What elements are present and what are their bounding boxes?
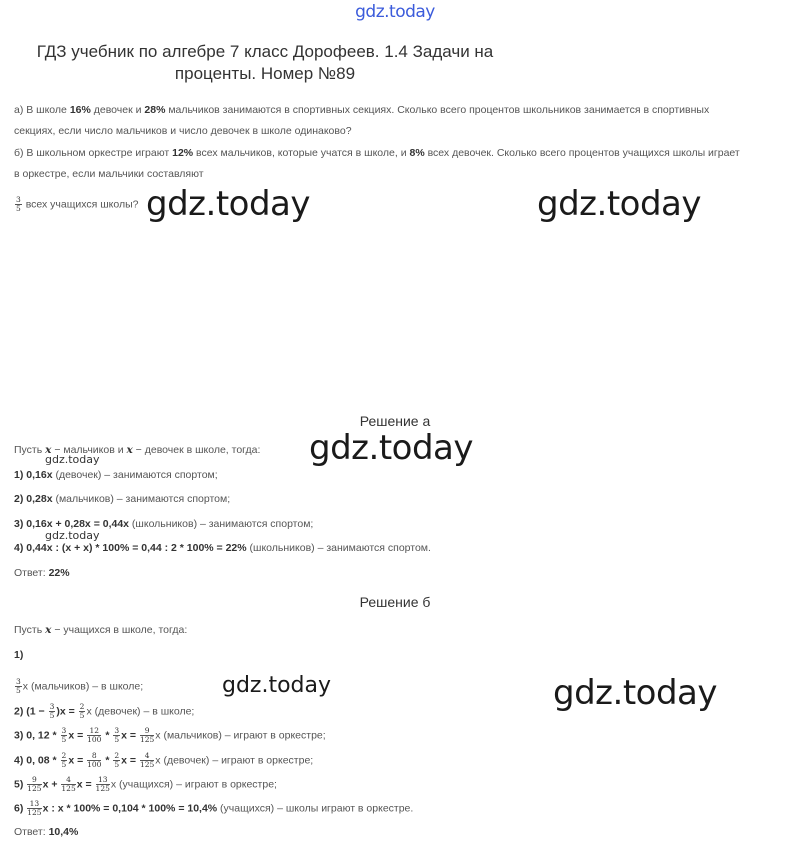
site-logo[interactable]: gdz.today <box>355 2 435 22</box>
problem-b-line2: в оркестре, если мальчики составляют <box>14 168 204 180</box>
watermark: gdz.today <box>553 673 717 713</box>
problem-a-line2: секциях, если число мальчиков и число девочек в школе одинаково? <box>14 125 352 137</box>
problem-b-line1: б) В школьном оркестре играют 12% всех мальчиков, которые учатся в школе, и 8% всех девочек. Сколько всего процентов учащихся школы играет <box>14 147 740 159</box>
problem-b-line3: $\frac{3}{5}$ всех учащихся школы? <box>16 195 139 213</box>
watermark: gdz.today <box>309 428 473 468</box>
solution-a-title: Решение а <box>359 413 431 429</box>
solution-b-step1-label: 1) <box>14 649 24 661</box>
solution-b-title: Решение б <box>359 594 431 610</box>
solution-b-step6: 6) $\frac{13}{125}$ x : x * 100% = 0,104 * 100% = 10,4% (учащихся) – школы играют в оркестре. <box>14 799 414 817</box>
page-title-line1: ГДЗ учебник по алгебре 7 класс Дорофеев. 1.4 Задачи на <box>36 42 494 61</box>
solution-a-step2: 2) 0,28x (мальчиков) – занимаются спортом; <box>14 493 231 505</box>
fraction-three-fifths: $\frac{3}{5}$ <box>16 195 21 213</box>
solution-a-answer: Ответ: 22% <box>14 567 70 579</box>
watermark-small: gdz.today <box>45 529 100 542</box>
solution-a-step4: 4) 0,44x : (x + x) * 100% = 0,44 : 2 * 100% = 22% (школьников) – занимаются спортом. <box>14 542 431 554</box>
solution-a-step3: 3) 0,16x + 0,28x = 0,44x (школьников) – занимаются спортом; <box>14 518 314 530</box>
watermark: gdz.today <box>222 673 332 698</box>
problem-a-line1: а) В школе 16% девочек и 28% мальчиков занимаются в спортивных секциях. Сколько всего процентов школьников занимается в спортивных <box>14 104 710 116</box>
solution-b-step3: 3) 0, 12 * $\frac{3}{5}$ x = $\frac{12}{100}$ * $\frac{3}{5}$ x = $\frac{9}{125}$ x (мальчиков) – играют в оркестре; <box>14 726 326 744</box>
watermark: gdz.today <box>146 184 310 224</box>
solution-b-step4: 4) 0, 08 * $\frac{2}{5}$ x = $\frac{8}{100}$ * $\frac{2}{5}$ x = $\frac{4}{125}$ x (девочек) – играют в оркестре; <box>14 751 314 769</box>
watermark: gdz.today <box>537 184 701 224</box>
watermark-small: gdz.today <box>45 453 100 466</box>
solution-a-intro: Пусть x − мальчиков и x − девочек в школе, тогда: <box>14 444 261 456</box>
page-title-line2: проценты. Номер №89 <box>174 64 356 83</box>
solution-a-step1: 1) 0,16x (девочек) – занимаются спортом; <box>14 469 218 481</box>
solution-b-step1: $\frac{3}{5}$ x (мальчиков) – в школе; <box>16 677 144 695</box>
solution-b-answer: Ответ: 10,4% <box>14 826 79 838</box>
solution-b-intro: Пусть x − учащихся в школе, тогда: <box>14 624 188 636</box>
solution-b-step5: 5) $\frac{9}{125}$ x + $\frac{4}{125}$ x = $\frac{13}{125}$ x (учащихся) – играют в оркестре; <box>14 775 277 793</box>
page-title <box>30 41 500 85</box>
solution-b-step2: 2) (1 − $\frac{3}{5}$ )x = $\frac{2}{5}$ x (девочек) – в школе; <box>14 702 195 720</box>
